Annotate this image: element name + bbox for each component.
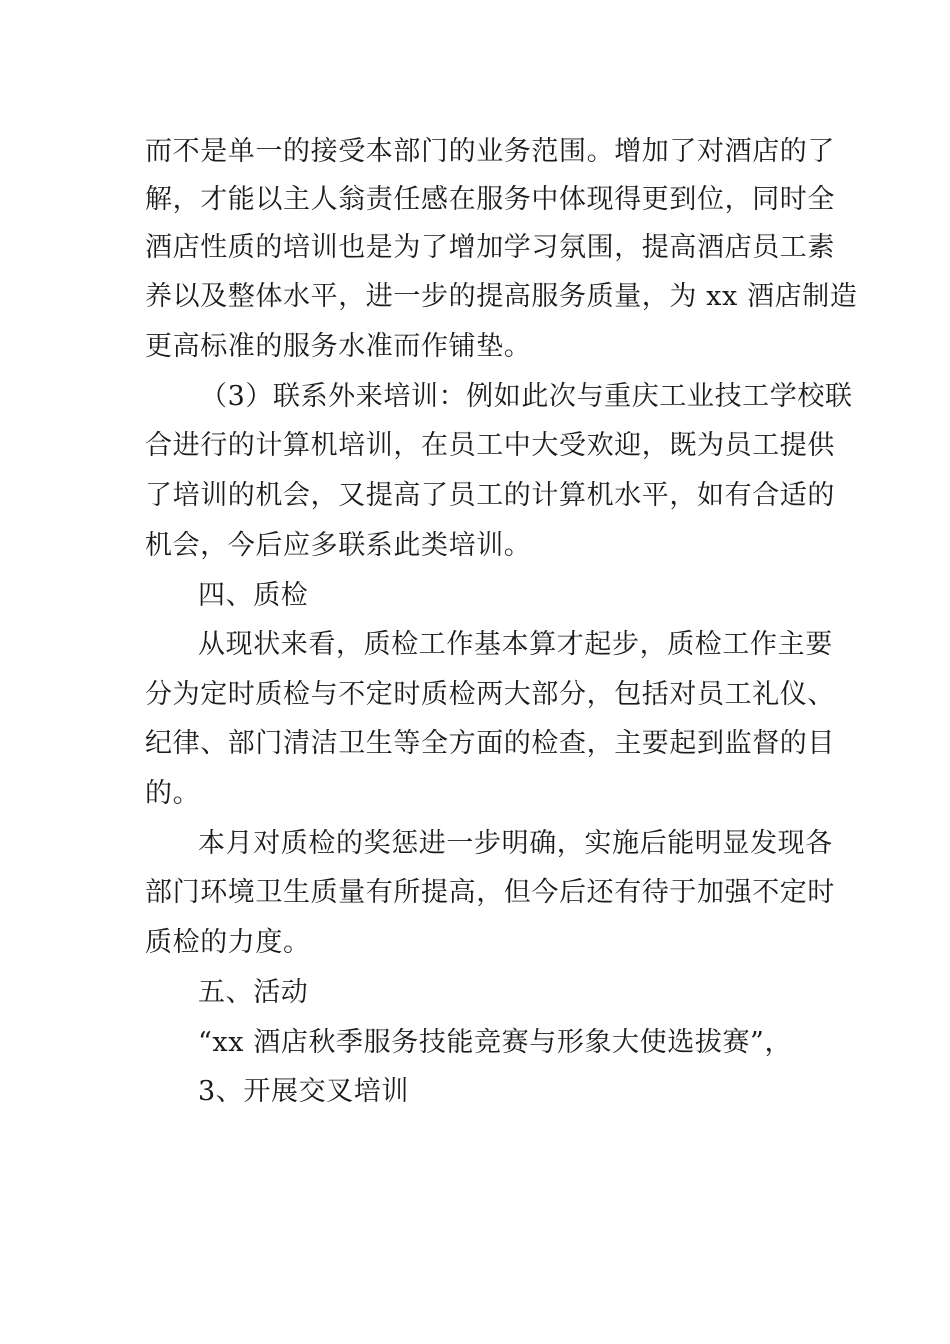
paragraph-line: 质检的力度。 [145,927,311,958]
section-heading: 五、活动 [198,977,309,1008]
paragraph-line: 本月对质检的奖惩进一步明确，实施后能明显发现各 [198,828,833,859]
paragraph-line: 合进行的计算机培训，在员工中大受欢迎，既为员工提供 [145,430,835,461]
paragraph-line: 养以及整体水平，进一步的提高服务质量，为 xx 酒店制造 [145,281,858,312]
paragraph-line: 从现状来看，质检工作基本算才起步，质检工作主要 [198,629,833,660]
paragraph-line: （3）联系外来培训：例如此次与重庆工业技工学校联 [200,381,853,412]
paragraph-line: 机会，今后应多联系此类培训。 [145,530,532,561]
section-heading: 四、质检 [198,580,309,611]
paragraph-line: 解，才能以主人翁责任感在服务中体现得更到位，同时全 [145,184,835,215]
paragraph-line: 更高标准的服务水准而作铺垫。 [145,331,532,362]
paragraph-line: 而不是单一的接受本部门的业务范围。增加了对酒店的了 [145,136,835,167]
paragraph-line: 酒店性质的培训也是为了增加学习氛围，提高酒店员工素 [145,232,835,263]
paragraph-line: 纪律、部门清洁卫生等全方面的检查，主要起到监督的目 [145,728,835,759]
subsection-heading: 3、开展交叉培训 [198,1076,409,1107]
paragraph-line: 部门环境卫生质量有所提高，但今后还有待于加强不定时 [145,877,835,908]
paragraph-line: 了培训的机会，又提高了员工的计算机水平，如有合适的 [145,480,835,511]
paragraph-line: 的。 [145,778,201,809]
paragraph-line: “xx 酒店秋季服务技能竞赛与形象大使选拔赛”， [198,1027,793,1058]
paragraph-line: 分为定时质检与不定时质检两大部分，包括对员工礼仪、 [145,679,835,710]
